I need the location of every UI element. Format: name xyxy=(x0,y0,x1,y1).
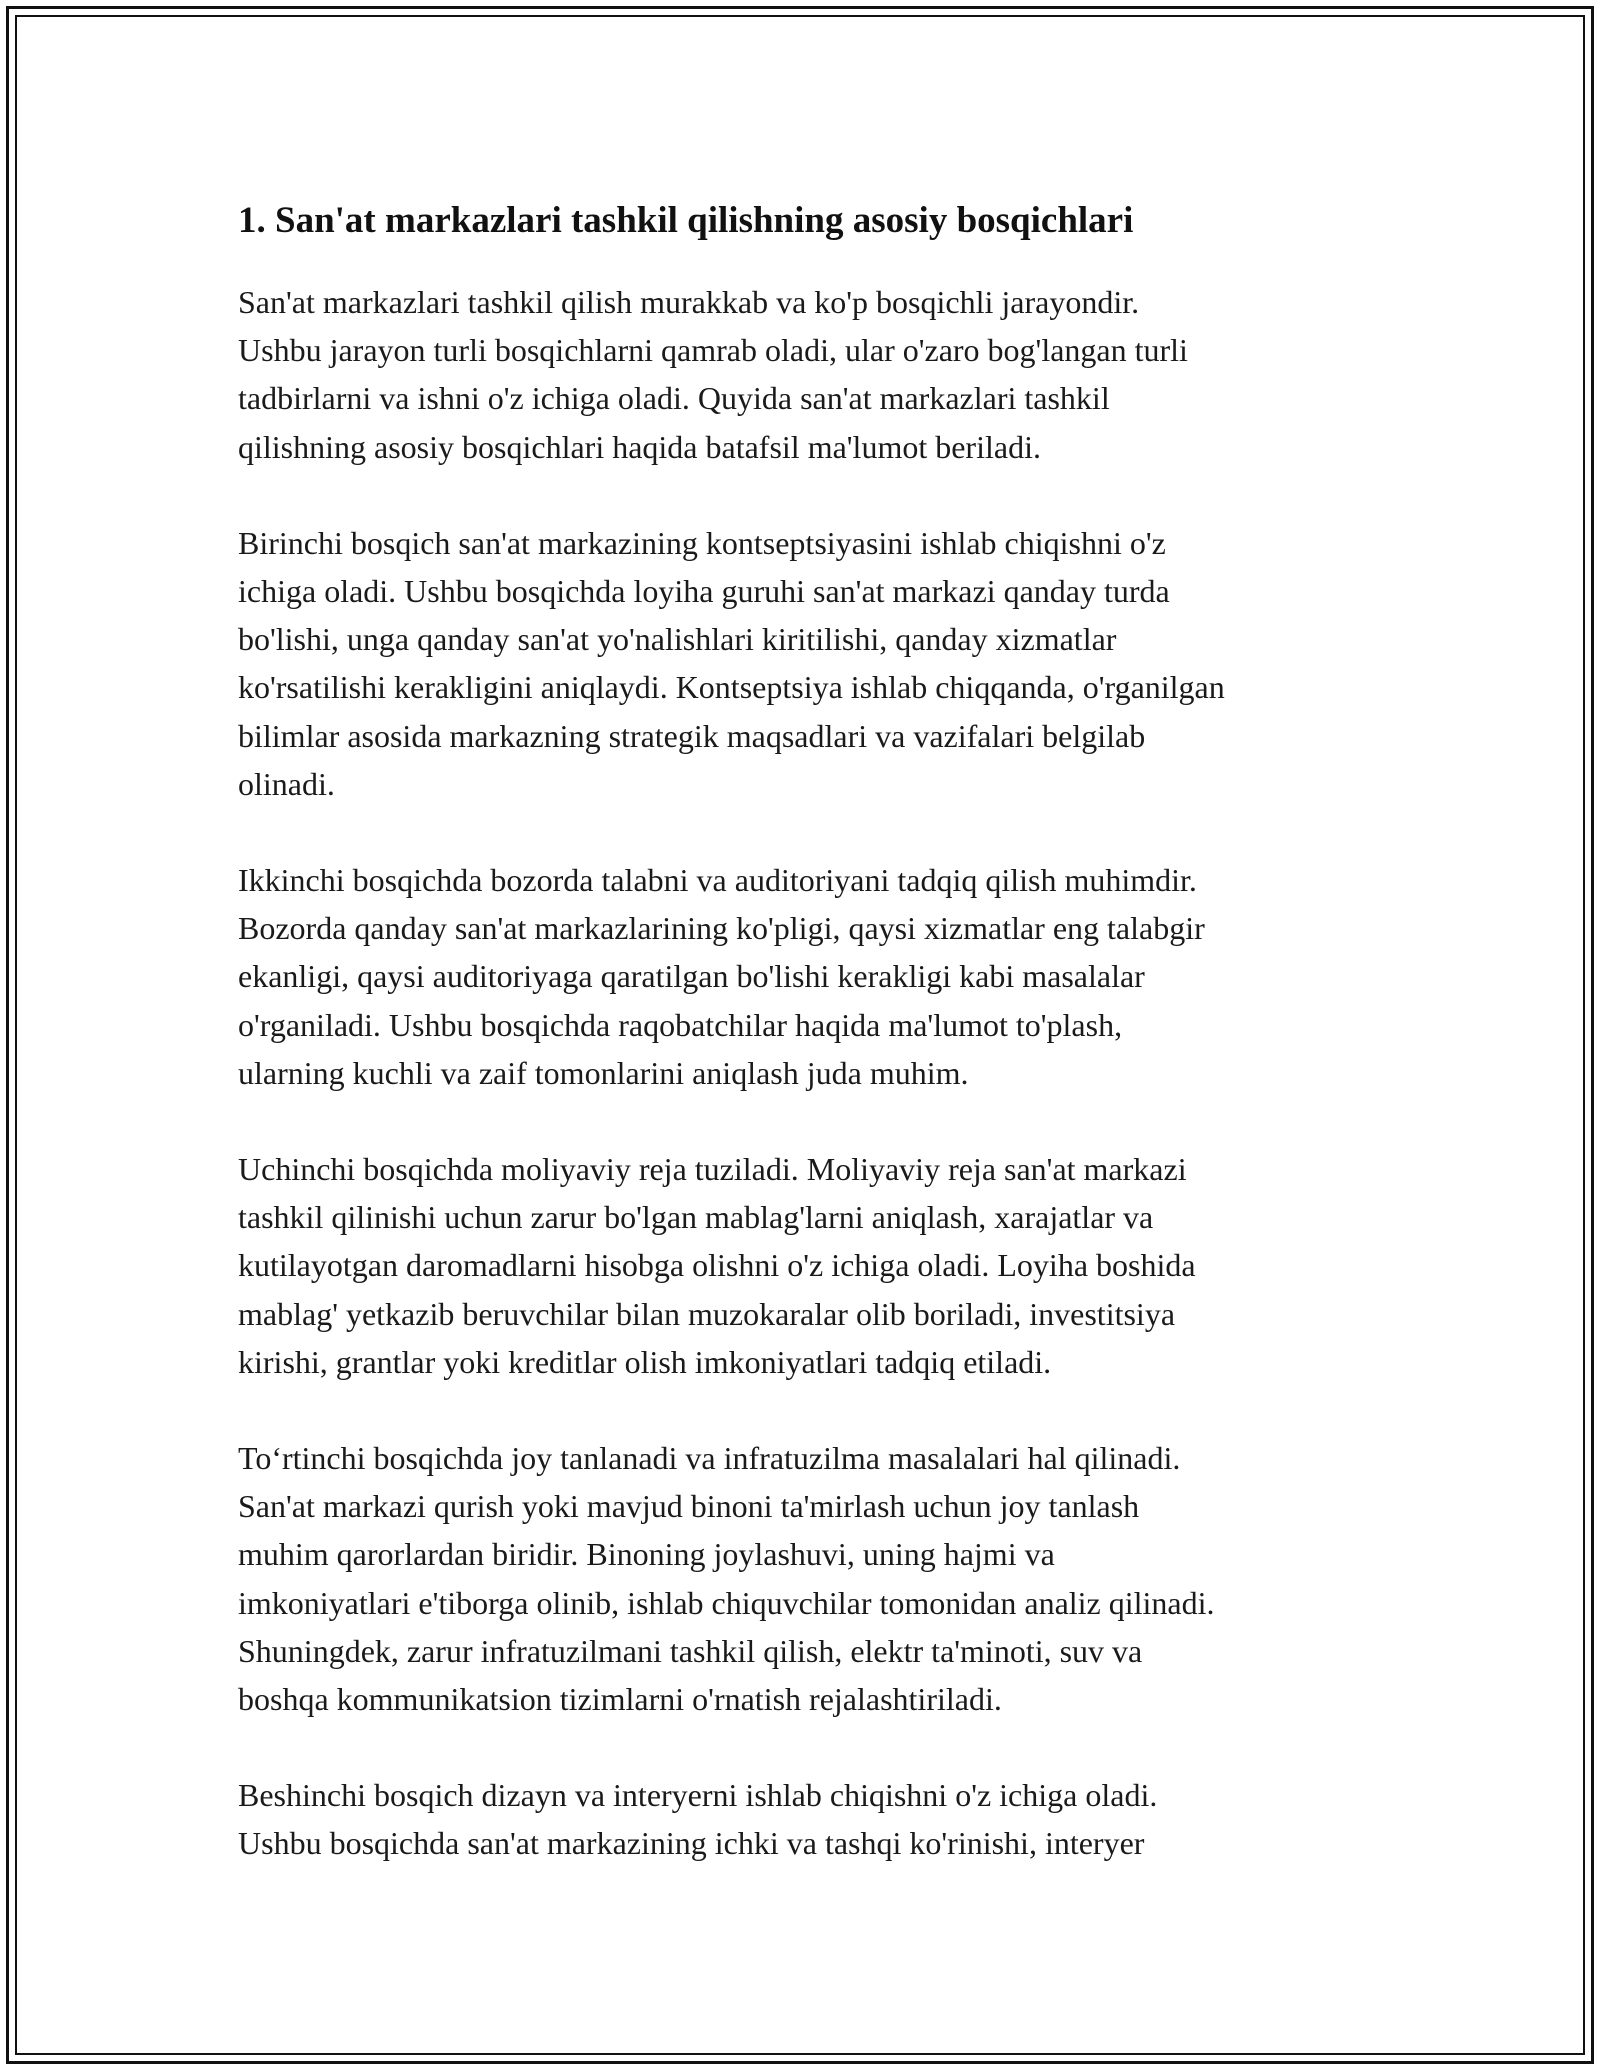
text-line: Birinchi bosqich san'at markazining kontseptsiyasini ishlab chiqishni o'z xyxy=(238,524,1166,561)
text-line: boshqa kommunikatsion tizimlarni o'rnatish rejalashtiriladi. xyxy=(238,1681,1002,1718)
text-line: tadbirlarni va ishni o'z ichiga oladi. Quyida san'at markazlari tashkil xyxy=(238,380,1110,417)
text-line: muhim qarorlardan biridir. Binoning joylashuvi, uning hajmi va xyxy=(238,1536,1055,1573)
text-line: Ushbu jarayon turli bosqichlarni qamrab oladi, ular o'zaro bog'langan turli xyxy=(238,332,1188,369)
text-line: ekanligi, qaysi auditoriyaga qaratilgan bo'lishi kerakligi kabi masalalar xyxy=(238,958,1145,995)
page-outer-border xyxy=(6,6,1594,2064)
text-line: San'at markazi qurish yoki mavjud binoni ta'mirlash uchun joy tanlash xyxy=(238,1488,1140,1525)
text-line: bilimlar asosida markazning strategik maqsadlari va vazifalari belgilab xyxy=(238,717,1146,754)
text-line: o'rganiladi. Ushbu bosqichda raqobatchilar haqida ma'lumot to'plash, xyxy=(238,1006,1123,1043)
paragraph-stage-1 xyxy=(238,519,1388,808)
paragraph-intro xyxy=(238,278,1388,471)
text-line: qilishning asosiy bosqichlari haqida batafsil ma'lumot beriladi. xyxy=(238,428,1041,465)
text-line: Shuningdek, zarur infratuzilmani tashkil qilish, elektr ta'minoti, suv va xyxy=(238,1632,1143,1669)
text-line: imkoniyatlari e'tiborga olinib, ishlab chiquvchilar tomonidan analiz qilinadi. xyxy=(238,1584,1215,1621)
text-line: ichiga oladi. Ushbu bosqichda loyiha guruhi san'at markazi qanday turda xyxy=(238,573,1170,610)
text-line: San'at markazlari tashkil qilish murakkab va ko'p bosqichli jarayondir. xyxy=(238,284,1140,320)
text-line: ularning kuchli va zaif tomonlarini aniqlash juda muhim. xyxy=(238,1054,969,1091)
text-line: ko'rsatilishi kerakligini aniqlaydi. Kontseptsiya ishlab chiqqanda, o'rganilgan xyxy=(238,669,1225,706)
paragraph-stage-4 xyxy=(238,1434,1388,1723)
text-line: tashkil qilinishi uchun zarur bo'lgan mablag'larni aniqlash, xarajatlar va xyxy=(238,1199,1154,1236)
text-line: kirishi, grantlar yoki kreditlar olish imkoniyatlari tadqiq etiladi. xyxy=(238,1343,1052,1380)
text-line: mablag' yetkazib beruvchilar bilan muzokaralar olib boriladi, investitsiya xyxy=(238,1295,1176,1332)
paragraph-stage-3 xyxy=(238,1145,1388,1386)
section-title: 1. San'at markazlari tashkil qilishning asosiy bosqichlari xyxy=(238,200,1134,241)
paragraph-stage-2 xyxy=(238,856,1388,1097)
text-line: Beshinchi bosqich dizayn va interyerni ishlab chiqishni o'z ichiga oladi. xyxy=(238,1777,1158,1814)
text-line: olinadi. xyxy=(238,765,335,802)
text-line: kutilayotgan daromadlarni hisobga olishni o'z ichiga oladi. Loyiha boshida xyxy=(238,1247,1196,1284)
paragraph-stage-5 xyxy=(238,1771,1388,1867)
text-line: bo'lishi, unga qanday san'at yo'nalishlari kiritilishi, qanday xizmatlar xyxy=(238,621,1117,658)
text-line: Ushbu bosqichda san'at markazining ichki va tashqi ko'rinishi, interyer xyxy=(238,1825,1145,1862)
text-line: Ikkinchi bosqichda bozorda talabni va auditoriyani tadqiq qilish muhimdir. xyxy=(238,862,1197,899)
text-line: To‘rtinchi bosqichda joy tanlanadi va infratuzilma masalalari hal qilinadi. xyxy=(238,1440,1181,1477)
document-body xyxy=(238,195,1388,1916)
text-line: Uchinchi bosqichda moliyaviy reja tuziladi. Moliyaviy reja san'at markazi xyxy=(238,1151,1187,1188)
text-line: Bozorda qanday san'at markazlarining ko'pligi, qaysi xizmatlar eng talabgir xyxy=(238,910,1205,947)
